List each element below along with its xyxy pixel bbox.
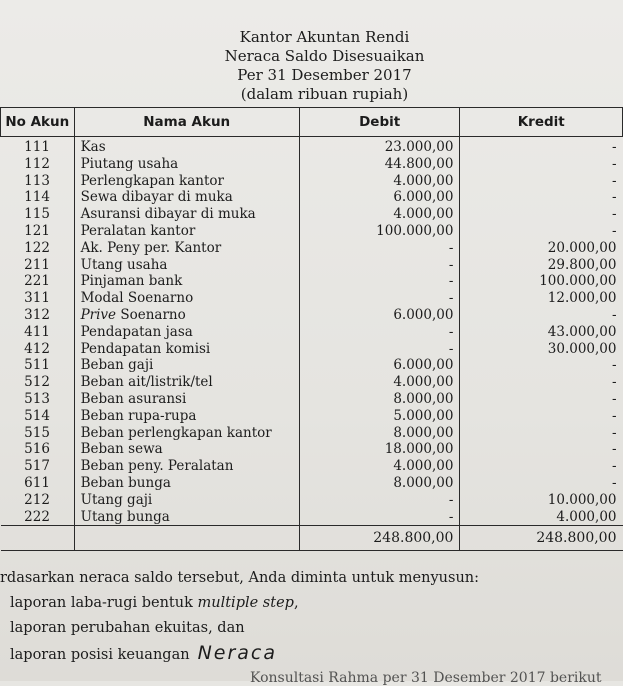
table-row <box>1 173 623 190</box>
account-name: Perlengkapan kantor <box>74 173 299 190</box>
account-number: 312 <box>1 307 75 324</box>
kredit-value: 12.000,00 <box>547 290 617 307</box>
account-name: Pinjaman bank <box>74 273 299 290</box>
account-number: 512 <box>1 374 75 391</box>
company-name: Kantor Akuntan Rendi <box>239 28 410 46</box>
kredit-value: - <box>611 206 617 223</box>
debit-value: 8.000,00 <box>299 425 460 442</box>
table-row <box>1 458 623 475</box>
table-header-row <box>1 108 623 137</box>
debit-value: 6.000,00 <box>299 357 460 374</box>
table-row <box>1 156 623 173</box>
account-name: Pendapatan komisi <box>74 341 299 358</box>
total-debit: 248.800,00 <box>299 526 460 551</box>
table-row <box>1 357 623 374</box>
table-body <box>1 137 623 526</box>
account-number: 122 <box>1 240 75 257</box>
account-name: Kas <box>74 137 299 156</box>
account-name: Beban peny. Peralatan <box>74 458 299 475</box>
table-row <box>1 475 623 492</box>
kredit-value: 30.000,00 <box>547 340 617 357</box>
account-name: Beban sewa <box>74 441 299 458</box>
debit-value: - <box>299 492 460 509</box>
debit-value: 18.000,00 <box>299 441 460 458</box>
account-number: 611 <box>1 475 75 492</box>
account-name: Piutang usaha <box>74 156 299 173</box>
table-row <box>1 408 623 425</box>
debit-value: - <box>299 324 460 341</box>
account-number: 515 <box>1 425 75 442</box>
account-number: 513 <box>1 391 75 408</box>
debit-value: 23.000,00 <box>299 137 460 156</box>
kredit-value: 43.000,00 <box>547 323 617 340</box>
account-number: 514 <box>1 408 75 425</box>
debit-value: 44.800,00 <box>299 156 460 173</box>
debit-value: - <box>299 290 460 307</box>
table-row <box>1 223 623 240</box>
debit-value: 6.000,00 <box>299 307 460 324</box>
account-name: Peralatan kantor <box>74 223 299 240</box>
table-row <box>1 341 623 358</box>
debit-value: 4.000,00 <box>299 458 460 475</box>
account-name: Beban perlengkapan kantor <box>74 425 299 442</box>
debit-value: 5.000,00 <box>299 408 460 425</box>
statement-unit: (dalam ribuan rupiah) <box>240 85 409 103</box>
account-name: Utang bunga <box>74 509 299 526</box>
account-number: 221 <box>1 273 75 290</box>
table-row <box>1 240 623 257</box>
col-header-debit: Debit <box>299 108 460 137</box>
instruction-item-3: laporan posisi keuangan Neraca <box>10 642 278 664</box>
col-header-name: Nama Akun <box>74 108 299 137</box>
kredit-value: - <box>611 424 617 441</box>
debit-value: - <box>299 240 460 257</box>
col-header-kredit: Kredit <box>460 108 623 137</box>
table-row <box>1 273 623 290</box>
cutoff-text: Konsultasi Rahma per 31 Desember 2017 berikut <box>250 670 602 686</box>
account-name: Prive Soenarno <box>74 307 299 324</box>
statement-date: Per 31 Desember 2017 <box>237 66 412 84</box>
total-kredit: 248.800,00 <box>460 526 623 551</box>
account-number: 511 <box>1 357 75 374</box>
kredit-value: - <box>611 407 617 424</box>
kredit-value: 29.800,00 <box>547 256 617 273</box>
debit-value: 8.000,00 <box>299 391 460 408</box>
table-row <box>1 374 623 391</box>
account-name: Ak. Peny per. Kantor <box>74 240 299 257</box>
kredit-value: - <box>611 222 617 239</box>
table-row <box>1 509 623 526</box>
account-name: Sewa dibayar di muka <box>74 189 299 206</box>
debit-value: - <box>299 273 460 290</box>
account-number: 121 <box>1 223 75 240</box>
account-name: Beban bunga <box>74 475 299 492</box>
kredit-value: - <box>611 458 617 475</box>
instructions <box>0 566 479 668</box>
instructions-lead: rdasarkan neraca saldo tersebut, Anda diminta untuk menyusun: <box>0 570 480 586</box>
table-row <box>1 307 623 324</box>
table-row <box>1 290 623 307</box>
kredit-value: - <box>611 139 617 155</box>
kredit-value: - <box>611 474 617 491</box>
debit-value: 4.000,00 <box>299 206 460 223</box>
table-row <box>1 257 623 274</box>
debit-value: 4.000,00 <box>299 173 460 190</box>
table-row <box>1 137 623 156</box>
account-name: Beban gaji <box>74 357 299 374</box>
table-row <box>1 492 623 509</box>
account-number: 111 <box>1 137 75 156</box>
table-row <box>1 206 623 223</box>
account-number: 311 <box>1 290 75 307</box>
account-number: 411 <box>1 324 75 341</box>
kredit-value: - <box>611 155 617 172</box>
account-name: Beban rupa-rupa <box>74 408 299 425</box>
kredit-value: 20.000,00 <box>547 239 617 256</box>
account-number: 115 <box>1 206 75 223</box>
account-number: 412 <box>1 341 75 358</box>
account-number: 222 <box>1 509 75 526</box>
trial-balance-table <box>0 107 623 551</box>
account-number: 516 <box>1 441 75 458</box>
account-name: Utang gaji <box>74 492 299 509</box>
statement-header <box>0 28 623 104</box>
instruction-item-2: laporan perubahan ekuitas, dan <box>10 620 245 636</box>
handwritten-note: Neraca <box>197 642 278 664</box>
statement-title: Neraca Saldo Disesuaikan <box>224 47 425 65</box>
debit-value: - <box>299 257 460 274</box>
totals-row <box>1 526 623 551</box>
account-number: 112 <box>1 156 75 173</box>
debit-value: 100.000,00 <box>299 223 460 240</box>
instruction-item-1: laporan laba-rugi bentuk multiple step, <box>10 595 299 611</box>
table-row <box>1 189 623 206</box>
kredit-value: - <box>611 390 617 407</box>
account-number: 212 <box>1 492 75 509</box>
debit-value: 4.000,00 <box>299 374 460 391</box>
kredit-value: 100.000,00 <box>539 273 617 290</box>
account-number: 517 <box>1 458 75 475</box>
table-row <box>1 425 623 442</box>
table-row <box>1 391 623 408</box>
kredit-value: - <box>611 357 617 374</box>
kredit-value: - <box>611 306 617 323</box>
account-number: 114 <box>1 189 75 206</box>
debit-value: 8.000,00 <box>299 475 460 492</box>
kredit-value: - <box>611 189 617 206</box>
kredit-value: - <box>611 441 617 458</box>
kredit-value: 10.000,00 <box>547 491 617 508</box>
kredit-value: - <box>611 172 617 189</box>
account-name: Beban asuransi <box>74 391 299 408</box>
account-name: Pendapatan jasa <box>74 324 299 341</box>
account-number: 211 <box>1 257 75 274</box>
debit-value: - <box>299 509 460 526</box>
table-row <box>1 324 623 341</box>
account-name: Asuransi dibayar di muka <box>74 206 299 223</box>
table-row <box>1 441 623 458</box>
debit-value: - <box>299 341 460 358</box>
col-header-no: No Akun <box>1 108 75 137</box>
account-name: Modal Soenarno <box>74 290 299 307</box>
account-number: 113 <box>1 173 75 190</box>
account-name: Utang usaha <box>74 257 299 274</box>
kredit-value: - <box>611 374 617 391</box>
kredit-value: 4.000,00 <box>556 508 617 525</box>
debit-value: 6.000,00 <box>299 189 460 206</box>
account-name: Beban ait/listrik/tel <box>74 374 299 391</box>
